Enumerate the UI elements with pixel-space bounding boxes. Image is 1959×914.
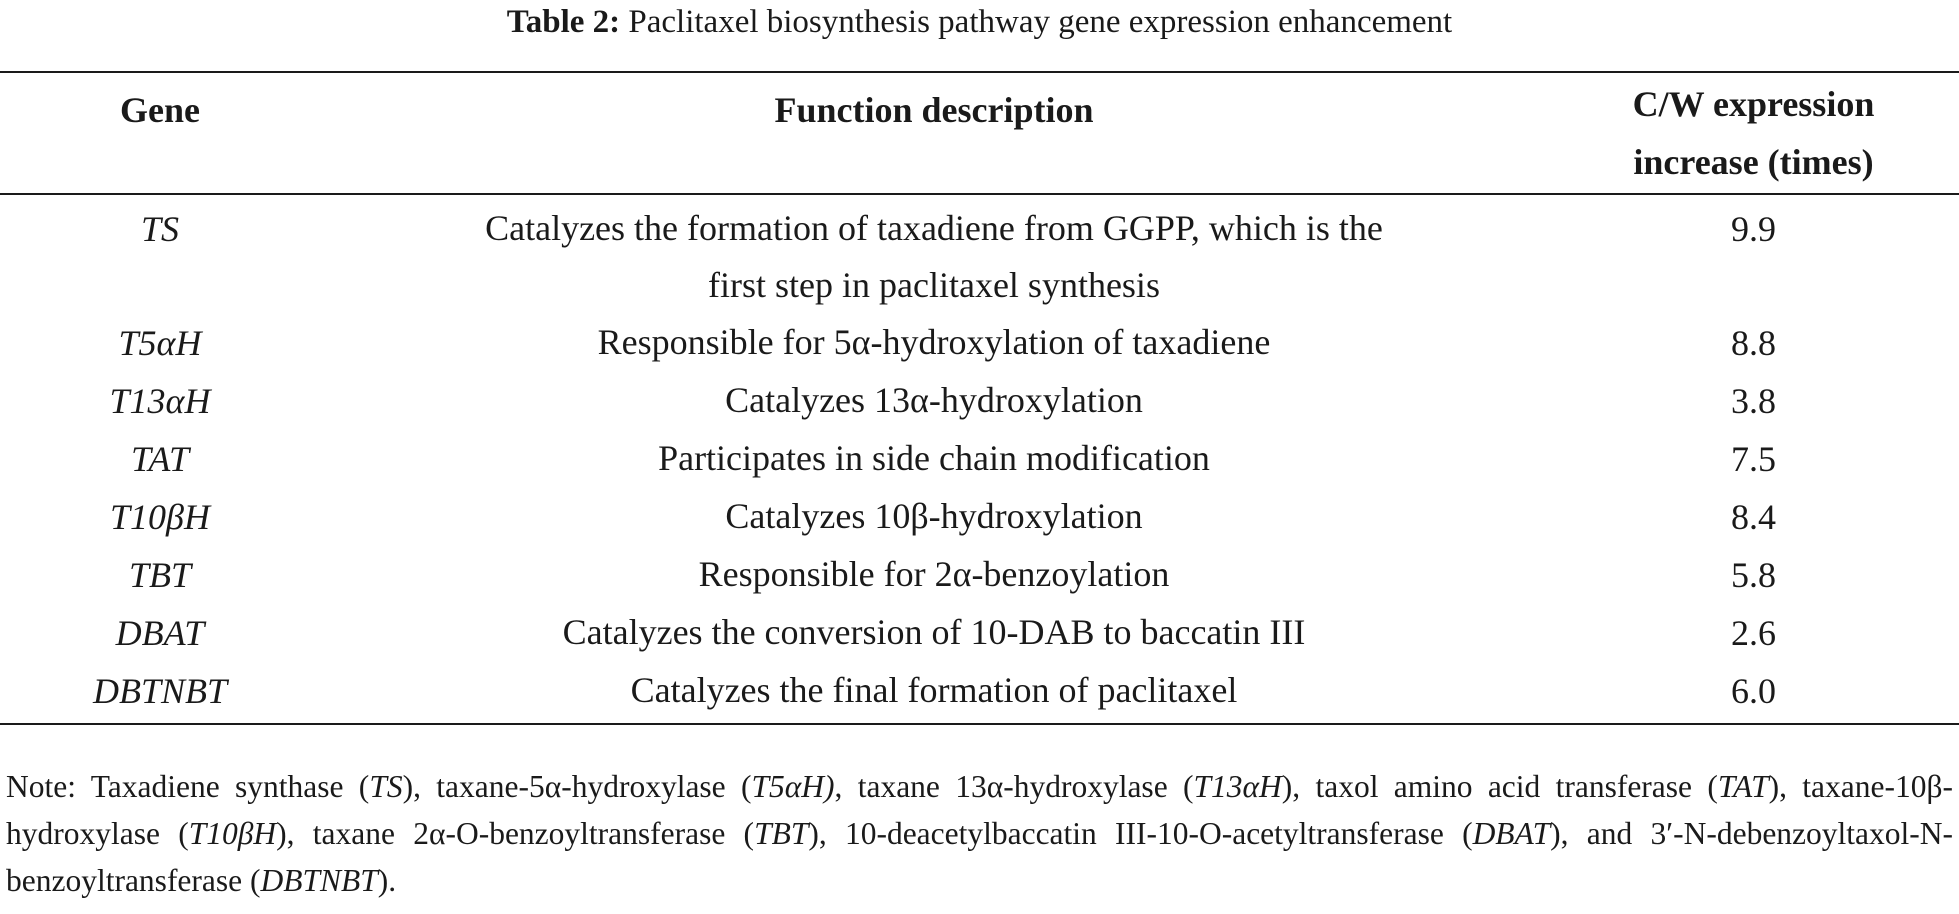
note-text: ), taxane-10β-hydroxylase ( — [6, 769, 1953, 851]
table-label: Table 2: — [506, 4, 621, 40]
note-gene-abbrev: DBTNBT — [260, 863, 378, 898]
gene-cell: T13αH — [109, 381, 211, 421]
table-title: Paclitaxel biosynthesis pathway gene expression enhancement — [628, 4, 1453, 40]
value-cell: 8.4 — [1731, 497, 1776, 537]
function-cell: Responsible for 5α-hydroxylation of taxadiene — [597, 322, 1271, 362]
value-cell: 5.8 — [1731, 555, 1776, 595]
table-caption — [0, 2, 1959, 42]
function-line2: first step in paclitaxel synthesis — [708, 265, 1160, 305]
header-function: Function description — [774, 90, 1094, 130]
gene-cell: TBT — [128, 555, 192, 595]
table-row — [0, 604, 1959, 662]
note-text: ), taxane-5α-hydroxylase ( — [402, 769, 752, 804]
function-cell: Catalyzes the conversion of 10-DAB to baccatin III — [562, 612, 1306, 652]
gene-cell: T5αH — [118, 323, 202, 363]
gene-cell: T10βH — [110, 497, 210, 537]
value-cell: 8.8 — [1731, 323, 1776, 363]
header-expression-line1: C/W expression — [1632, 84, 1875, 124]
note-text: ), taxol amino acid transferase ( — [1281, 769, 1718, 804]
note-text: Note: Taxadiene synthase ( — [6, 769, 370, 804]
function-cell: Responsible for 2α-benzoylation — [698, 554, 1170, 594]
value-cell: 9.9 — [1731, 209, 1776, 249]
table-row — [0, 488, 1959, 546]
note-gene-abbrev: TBT — [754, 816, 809, 851]
note-gene-abbrev: TAT — [1717, 769, 1769, 804]
header-expression-increase — [1548, 72, 1959, 194]
note-text: ), 10-deacetylbaccatin III-10-O-acetyltransferase ( — [808, 816, 1473, 851]
note-gene-abbrev: T10βH — [188, 816, 277, 851]
gene-cell: TS — [140, 209, 180, 249]
note-gene-abbrev: DBAT — [1472, 816, 1551, 851]
gene-cell: TAT — [130, 439, 190, 479]
table-row — [0, 546, 1959, 604]
header-expression-line2: increase (times) — [1633, 142, 1874, 182]
gene-cell: DBTNBT — [92, 671, 228, 711]
value-cell: 3.8 — [1731, 381, 1776, 421]
note-text: , taxane 13α-hydroxylase ( — [834, 769, 1194, 804]
header-gene: Gene — [120, 90, 200, 130]
gene-cell: DBAT — [115, 613, 205, 653]
function-line1: Catalyzes the formation of taxadiene from GGPP, which is the — [485, 208, 1383, 248]
gene-expression-table — [0, 71, 1959, 725]
note-gene-abbrev: T5αH) — [751, 769, 835, 804]
table-row — [0, 430, 1959, 488]
table-row — [0, 194, 1959, 314]
note-gene-abbrev: TS — [369, 769, 403, 804]
table-row — [0, 662, 1959, 724]
note-text: ), and 3′-N-debenzoyltaxol-N-benzoyltransferase ( — [6, 816, 1954, 898]
value-cell: 6.0 — [1731, 671, 1776, 711]
value-cell: 7.5 — [1731, 439, 1776, 479]
function-cell — [320, 194, 1548, 314]
note-text: ). — [377, 863, 397, 898]
table-row — [0, 314, 1959, 372]
table-row — [0, 372, 1959, 430]
value-cell: 2.6 — [1731, 613, 1776, 653]
header-row — [0, 72, 1959, 194]
function-cell: Catalyzes 10β-hydroxylation — [725, 496, 1143, 536]
function-cell: Catalyzes the final formation of paclitaxel — [630, 670, 1238, 710]
function-cell: Participates in side chain modification — [658, 438, 1210, 478]
note-gene-abbrev: T13αH — [1193, 769, 1282, 804]
table-note — [6, 763, 1953, 904]
note-text: ), taxane 2α-O-benzoyltransferase ( — [276, 816, 755, 851]
function-cell: Catalyzes 13α-hydroxylation — [725, 380, 1143, 420]
